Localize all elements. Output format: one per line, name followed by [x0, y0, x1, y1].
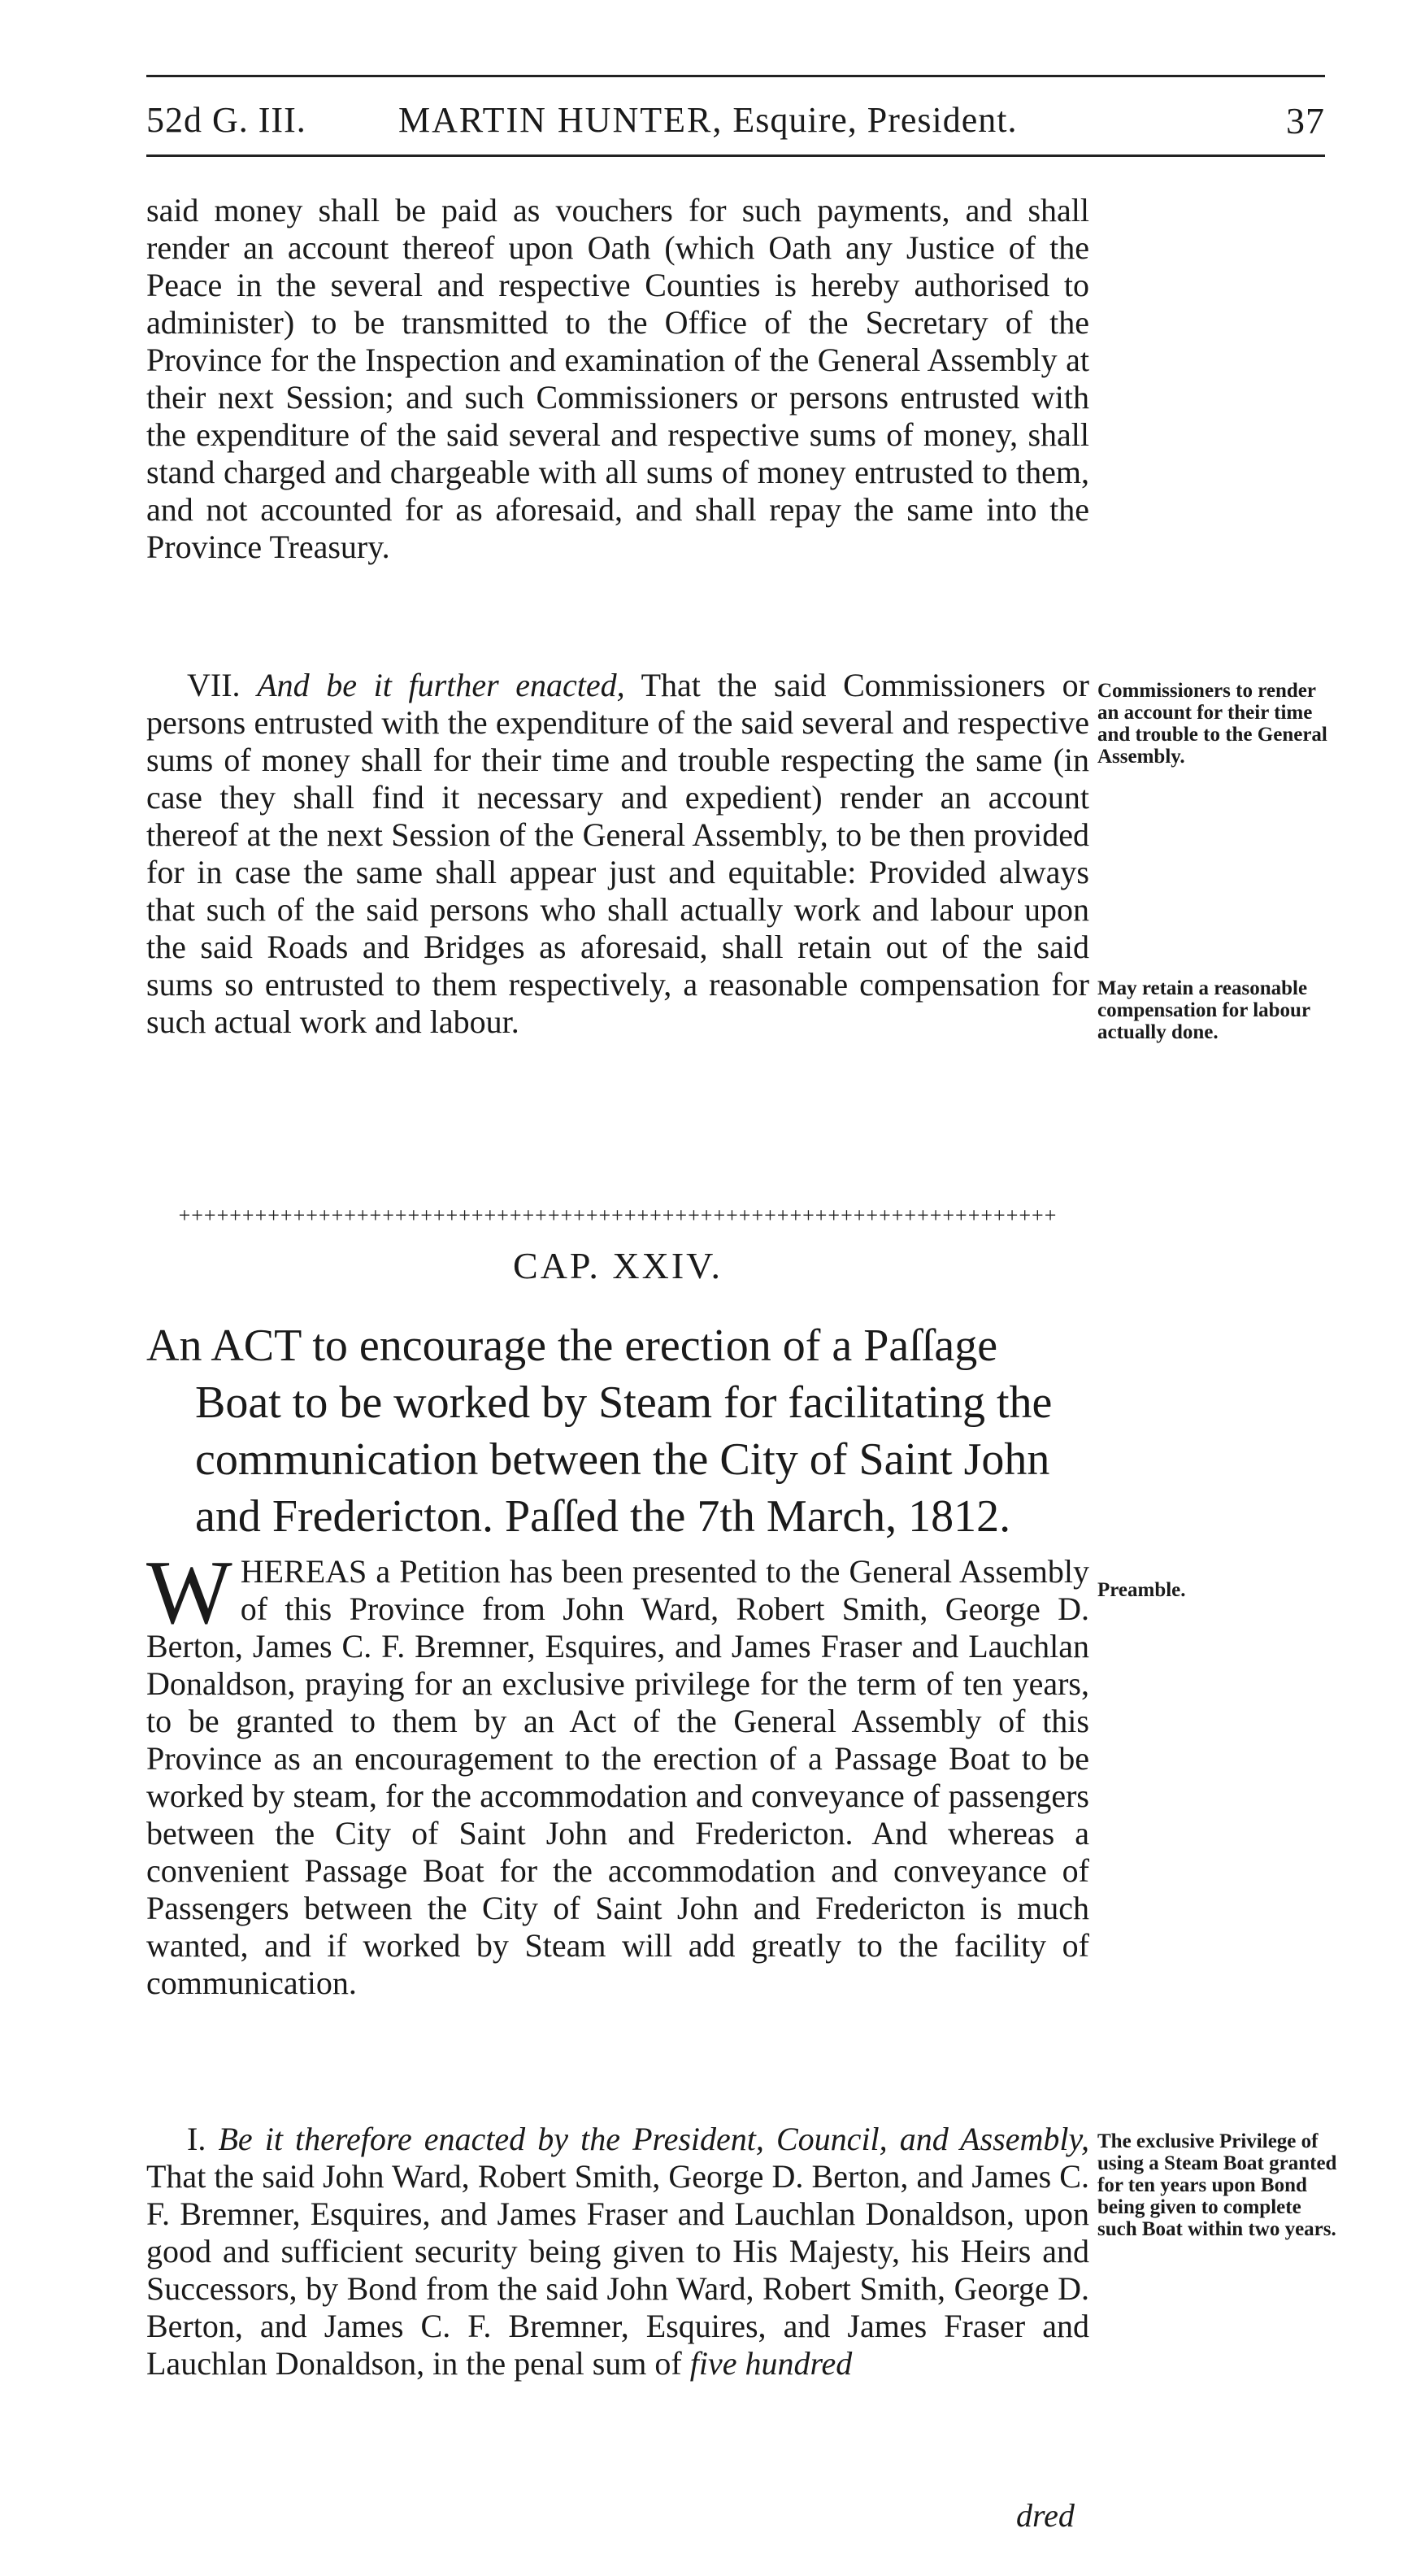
header-rule-bottom: [146, 154, 1325, 157]
section-ornament-divider: +++++++++++++++++++++++++++++++++++++++++++++++++++++++++++++++++++++: [178, 1203, 1058, 1227]
section-top-text: said money shall be paid as vouchers for such payments, and shall render an account thereof upon Oath (which Oath any Justice of the Peace in the several and respective Counties is hereby authorised to administer) to be transmitted to the Office of the Secretary of the Province for the Inspection and examination of the General Assembly at their next Session; and such Commissioners or persons entrusted with the expenditure of the said several and respective sums of money, shall stand charged and chargeable with all sums of money entrusted to them, and not accounted for as aforesaid, and shall repay the same into the Province Treasury.: [146, 192, 1089, 565]
section-vii-paragraph: [146, 667, 1089, 1041]
section-i-number: I.: [187, 2121, 206, 2157]
page-number: 37: [1286, 100, 1325, 141]
chapter-heading: CAP. XXIV.: [513, 1245, 723, 1286]
preamble-text: HEREAS a Petition has been presented to the General Assembly of this Province from John Ward, Robert Smith, George D. Berton, James C. F. Bremner, Esquires, and James Fraser and Lauchlan Donaldson, praying for an exclusive privilege for the term of ten years, to be granted to them by an Act of the General Assembly of this Province as an encouragement to the erection of a Passage Boat to be worked by steam, for the accommodation and conveyance of passengers between the City of Saint John and Fredericton. And whereas a convenient Passage Boat for the accommodation and conveyance of Passengers between the City of Saint John and Fredericton is much wanted, and if worked by Steam will add greatly to the facility of communication.: [146, 1553, 1089, 2001]
section-i-penal-sum: five hundred: [689, 2345, 853, 2382]
act-title: [146, 1317, 1089, 1545]
section-i-text: That the said John Ward, Robert Smith, George D. Berton, and James C. F. Bremner, Esquires, and James Fraser and Lauchlan Donaldson, upon good and sufficient security being given to His Majesty, his Heirs and Successors, by Bond from the said John Ward, Robert Smith, George D. Berton, and James C. F. Bremner, Esquires, and James Fraser and Lauchlan Donaldson, in the penal sum of: [146, 2158, 1089, 2382]
catchword: dred: [1016, 2497, 1075, 2534]
margin-note-compensation: May retain a reasonable compensation for labour actually done.: [1097, 977, 1310, 1043]
section-vii-enact: And be it further enacted,: [257, 667, 625, 703]
act-title-rest: Boat to be worked by Steam for facilitating the communication between the City of Saint John and Fredericton. Paſſed the 7th March, 1812.: [195, 1377, 1053, 1542]
regnal-year: 52d G. III.: [146, 100, 306, 140]
margin-note-preamble: Preamble.: [1097, 1579, 1186, 1601]
section-i-enact: Be it therefore enacted by the President, Council, and Assembly,: [218, 2121, 1090, 2157]
section-vii-number: VII.: [187, 667, 241, 703]
section-vii: [146, 667, 1089, 1041]
act-title-line1: An ACT to encourage the erection of a Paſſage: [146, 1321, 998, 1371]
section-vii-text: That the said Commissioners or persons entrusted with the expenditure of the said several and respective sums of money shall for their time and trouble respecting the same (in case they shall find it necessary and expedient) render an account thereof at the next Session of the General Assembly, to be then provided for in case the same shall appear just and equitable: Provided always that such of the said persons who shall actually work and labour upon the said Roads and Bridges as aforesaid, shall retain out of the said sums so entrusted to them respectively, a reasonable compensation for such actual work and labour.: [146, 667, 1090, 1040]
header-rule-top: [146, 75, 1325, 77]
margin-note-account: Commissioners to render an account for their time and trouble to the General Assembly.: [1097, 680, 1327, 768]
preamble: [146, 1543, 1089, 2002]
preamble-paragraph: [146, 1543, 1089, 2002]
section-top: [146, 192, 1089, 566]
section-i-paragraph: [146, 2121, 1089, 2382]
running-header: [146, 91, 1325, 148]
header-title: [398, 99, 1018, 141]
section-i: [146, 2121, 1089, 2382]
header-title-rest: Esquire, President.: [723, 100, 1018, 140]
drop-cap-letter: W: [146, 1543, 232, 1643]
header-name: MARTIN HUNTER,: [398, 100, 723, 140]
margin-note-privilege: The exclusive Privilege of using a Steam Boat granted for ten years upon Bond being given to complete such Boat within two years.: [1097, 2130, 1337, 2240]
